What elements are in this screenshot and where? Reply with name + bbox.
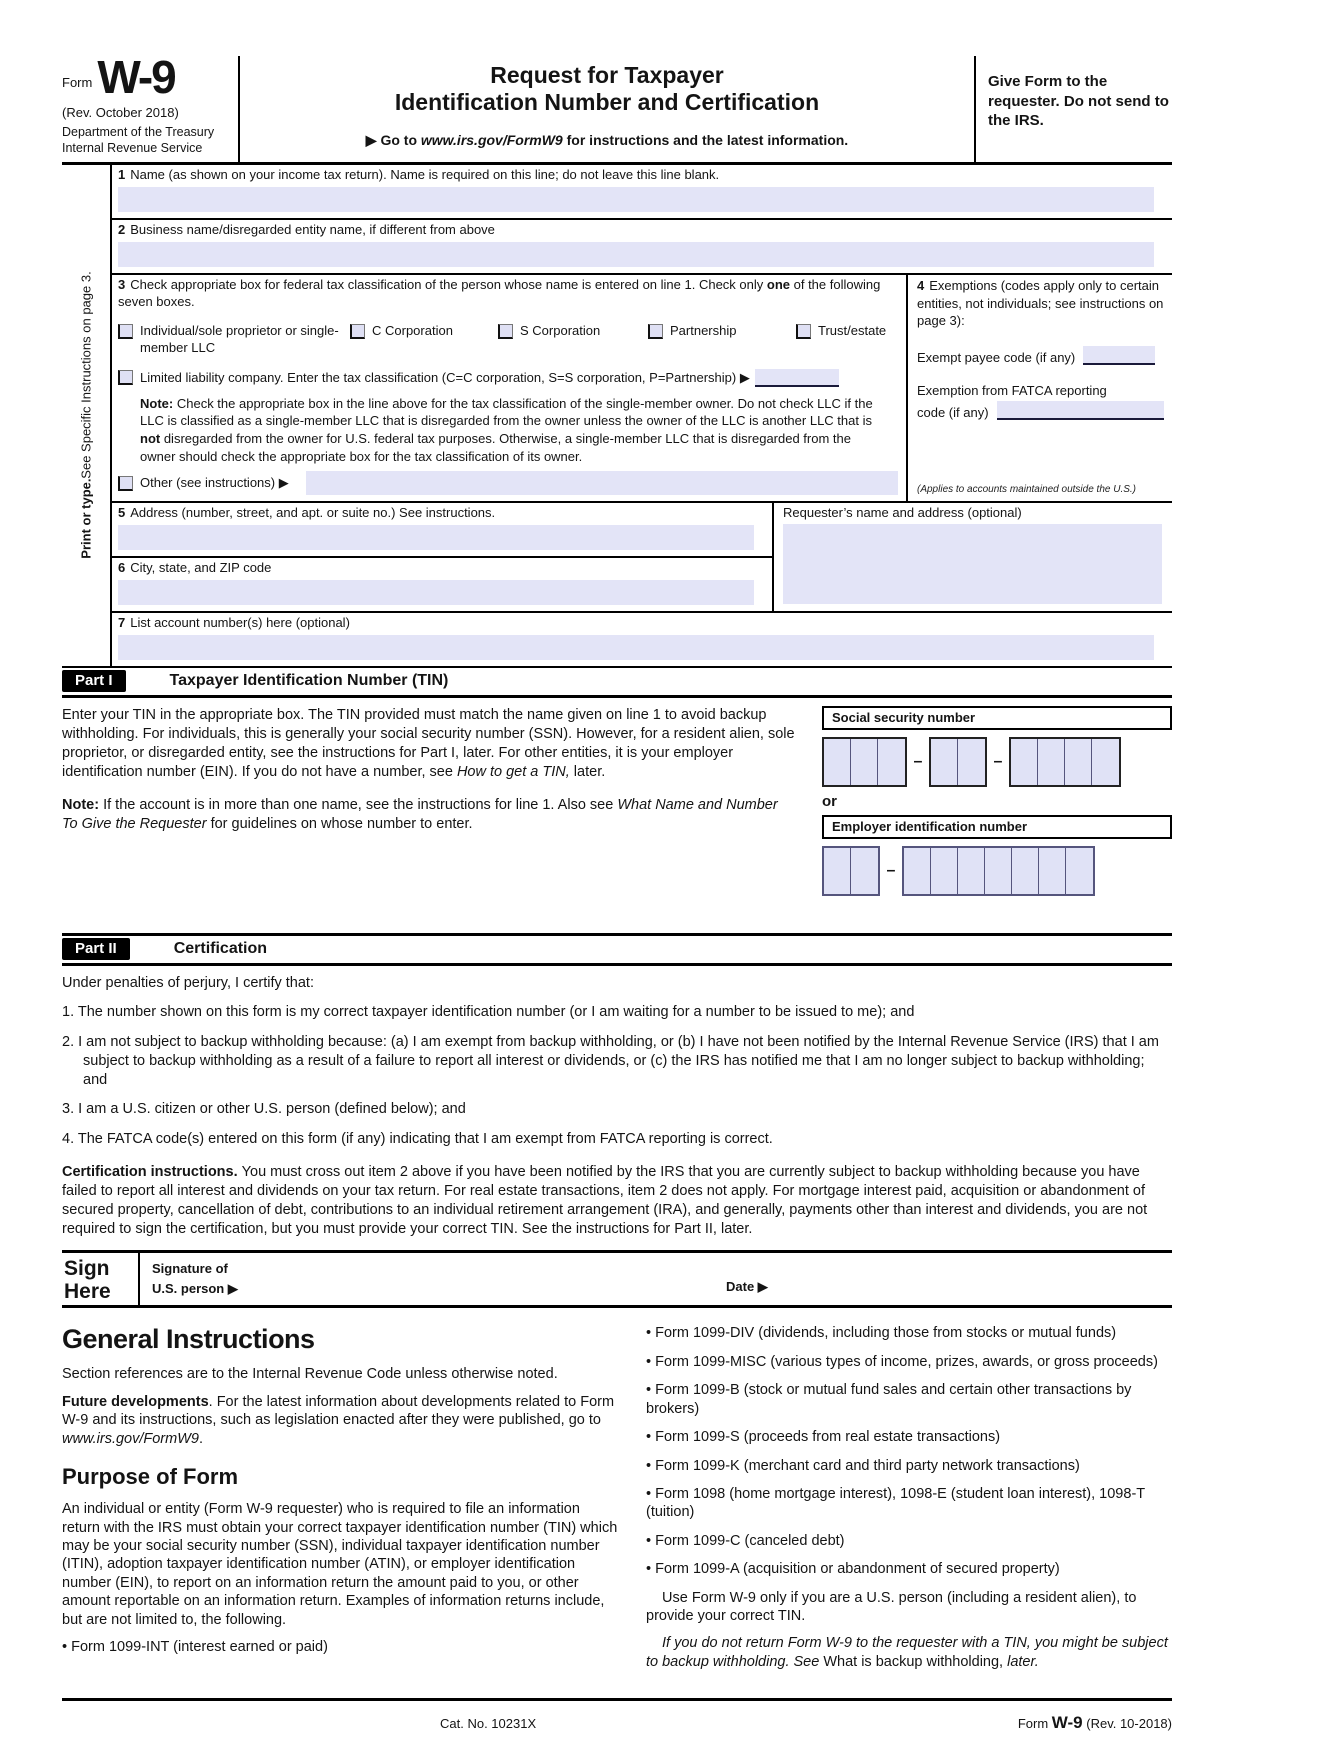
llc-checkbox[interactable] [118, 370, 133, 385]
part1-paragraph: Enter your TIN in the appropriate box. The TIN provided must match the name given on line 1 to avoid backup withholding. For individuals, this is generally your social security number (SSN). However, for a resident alien, sole proprietor, or disregarded entity, see the instructions for Part I, later. For other entities, it is your employer identification number (EIN). If you do not have a number, see How to get a TIN, later. [62, 707, 795, 781]
tin-digit-cell[interactable] [985, 848, 1012, 894]
name-input[interactable] [118, 187, 1154, 212]
form-title-line2: Identification Number and Certification [394, 89, 820, 116]
fatca-code-input[interactable] [997, 401, 1164, 420]
tin-digit-cell[interactable] [931, 739, 958, 785]
line2-label [118, 222, 1166, 239]
bullet-1099-s: • Form 1099-S (proceeds from real estate transactions) [646, 1429, 1001, 1446]
line6-city-row [112, 558, 772, 605]
bullet-1099-c: • Form 1099-C (canceled debt) [646, 1532, 845, 1549]
tin-digit-cell[interactable] [1065, 739, 1092, 785]
s-corporation-label: S Corporation [520, 322, 601, 338]
part2-body [62, 966, 1172, 1250]
part1-title: Taxpayer Identification Number (TIN) [169, 672, 449, 690]
purpose-of-form-heading: Purpose of Form [62, 1464, 239, 1490]
partnership-label: Partnership [670, 322, 737, 338]
tin-digit-cell[interactable] [1039, 848, 1066, 894]
form-number-block [62, 51, 240, 162]
option-c-corporation [350, 323, 498, 357]
certification-instructions: Certification instructions. You must cross out item 2 above if you have been notified by the IRS that you are currently subject to backup withholding because you have failed to report all interest and dividends on your tax return. For real estate transactions, item 2 does not apply. For mortgage interest paid, acquisition or abandonment of secured property, cancellation of debt, contributions to an individual retirement arrangement (IRA), and generally, payments other than interest and dividends, you are not required to sign the certification, but you must provide your correct TIN. See the instructions for Part II, later. [62, 1164, 1148, 1237]
form-title-line1: Request for Taxpayer [490, 62, 724, 88]
line6-label-text: City, state, and ZIP code [130, 560, 272, 576]
certification-item-2: 2. I am not subject to backup withholding because: (a) I am exempt from backup withholding, or (b) I have not been notified by the Internal Revenue Service (IRS) that I am subject to backup withholding as a result of a failure to report all interest or dividends, or (c) the IRS has notified me that I am no longer subject to backup withholding; and [62, 1033, 1159, 1088]
part1-header [62, 668, 1172, 698]
print-or-type-label: Print or type. [78, 479, 94, 560]
tax-classification-options [118, 323, 898, 357]
footer-form-id [1018, 1713, 1172, 1733]
tin-digit-cell[interactable] [851, 848, 878, 894]
line7-account-row [112, 613, 1172, 660]
footer-form-number: W-9 [1051, 1713, 1083, 1733]
bullet-1099-misc: • Form 1099-MISC (various types of income, prizes, awards, or gross proceeds) [646, 1353, 1158, 1370]
c-corporation-checkbox[interactable] [350, 324, 365, 339]
tin-digit-cell[interactable] [851, 739, 878, 785]
form-number: W-9 [97, 51, 175, 103]
form-rows [112, 165, 1172, 666]
part1-note: Note: If the account is in more than one name, see the instructions for line 1. Also see What Name and Number To Give the Requester for guidelines on whose number to enter. [62, 796, 778, 832]
requester-label: Requester’s name and address (optional) [783, 505, 1022, 521]
llc-classification-input[interactable] [755, 369, 839, 387]
certification-item-4: 4. The FATCA code(s) entered on this form (if any) indicating that I am exempt from FATCA reporting is correct. [62, 1131, 773, 1148]
sidebar-vertical-text [62, 165, 110, 666]
sign-here-line1: Sign [64, 1257, 110, 1281]
ssn-group-2 [929, 737, 987, 787]
tin-digit-cell[interactable] [878, 739, 905, 785]
line7-label [118, 615, 1166, 632]
date-input[interactable] [768, 1253, 1088, 1305]
line2-number: 2 [118, 222, 126, 238]
ein-group-2 [902, 846, 1095, 896]
ssn-dash-1: – [913, 753, 923, 771]
catalog-number: Cat. No. 10231X [440, 1716, 537, 1732]
llc-note: Note: Check the appropriate box in the line above for the tax classification of the single-member owner. Do not check LLC if the LLC is classified as a single-member LLC that is disregarded from the owner unless the owner of the LLC is another LLC that is not disregarded from the owner for U.S. federal tax purposes. Otherwise, a single-member LLC that is disregarded from the owner should check the appropriate box for the tax classification of its owner. [140, 395, 873, 464]
form-revision: (Rev. October 2018) [62, 105, 179, 121]
exempt-payee-row [917, 346, 1164, 365]
fatca-label-line1: Exemption from FATCA reporting [917, 382, 1107, 398]
line1-label [118, 167, 1166, 184]
tin-digit-cell[interactable] [1012, 848, 1039, 894]
line4-label [917, 277, 1164, 330]
bullet-1099-b: • Form 1099-B (stock or mutual fund sales and certain other transactions by brokers) [646, 1382, 1132, 1417]
tin-digit-cell[interactable] [824, 848, 851, 894]
tin-digit-cell[interactable] [824, 739, 851, 785]
line4-label-text: Exemptions (codes apply only to certain entities, not individuals; see instructions on page 3): [917, 278, 1164, 329]
form-word: Form [62, 75, 93, 91]
business-name-input[interactable] [118, 242, 1154, 267]
bullet-1098: • Form 1098 (home mortgage interest), 1098-E (student loan interest), 1098-T (tuition) [646, 1485, 1145, 1521]
exempt-payee-label: Exempt payee code (if any) [917, 349, 1076, 365]
line3-label-text: Check appropriate box for federal tax classification of the person whose name is entered on line 1. Check only one of the following seven boxes. [118, 277, 881, 310]
department-label: Department of the Treasury [62, 125, 215, 140]
ssn-boxes-row [822, 737, 1172, 787]
option-partnership [648, 323, 796, 357]
certification-item-3: 3. I am a U.S. citizen or other U.S. person (defined below); and [62, 1101, 466, 1118]
individual-checkbox[interactable] [118, 324, 133, 339]
city-state-zip-input[interactable] [118, 580, 754, 605]
ein-group-1 [822, 846, 880, 896]
ein-boxes-row [822, 846, 1172, 896]
ssn-group-1 [822, 737, 907, 787]
option-llc [118, 369, 898, 387]
use-form-w9-paragraph: Use Form W-9 only if you are a U.S. person (including a resident alien), to provide your correct TIN. [646, 1589, 1137, 1624]
account-numbers-input[interactable] [118, 635, 1154, 660]
footer-form-word: Form [1017, 1716, 1049, 1732]
signature-label-line2: U.S. person ▶ [152, 1281, 238, 1297]
line3-classification-cell [112, 275, 908, 501]
purpose-paragraph: An individual or entity (Form W-9 requester) who is required to file an information return with the IRS must obtain your correct taxpayer identification number (TIN) which may be your social security number (SSN), individual taxpayer identification number (ITIN), adoption taxpayer identification number (ATIN), or employer identification number (EIN), to report on an information return the amount paid to you, or other amount reportable on an information return. Examples of information returns include, but are not limited to, the following. [62, 1501, 618, 1628]
trust-estate-label: Trust/estate [818, 322, 887, 338]
exempt-payee-input[interactable] [1083, 346, 1155, 365]
line1-name-row [112, 165, 1172, 220]
form-header [62, 51, 1172, 165]
form-title-block [240, 56, 974, 162]
signature-label [152, 1259, 238, 1299]
line2-business-name-row [112, 220, 1172, 275]
sign-here-label [62, 1253, 140, 1305]
tin-digit-cell[interactable] [958, 848, 985, 894]
form-title [252, 62, 962, 116]
tin-digit-cell[interactable] [958, 739, 985, 785]
part2-header [62, 936, 1172, 966]
print-or-type-sidebar [62, 165, 112, 666]
or-label: or [822, 793, 837, 811]
requester-input[interactable] [783, 524, 1162, 604]
line6-number: 6 [118, 560, 126, 576]
llc-label [140, 369, 839, 387]
fatca-label-line2: code (if any) [917, 404, 989, 420]
line5-number: 5 [118, 505, 126, 521]
tin-digit-cell[interactable] [1011, 739, 1038, 785]
applies-outside-us-note: (Applies to accounts maintained outside the U.S.) [917, 484, 1137, 496]
tin-digit-cell[interactable] [904, 848, 931, 894]
tin-digit-cell[interactable] [1066, 848, 1093, 894]
option-s-corporation [498, 323, 648, 357]
fatca-row [917, 401, 1164, 420]
address-input[interactable] [118, 525, 754, 550]
ssn-dash-2: – [993, 753, 1003, 771]
sign-here-line2: Here [64, 1279, 111, 1303]
line5-label [118, 505, 766, 522]
part1-tag: Part I [62, 670, 126, 692]
tin-digit-cell[interactable] [1038, 739, 1065, 785]
form-number-row [62, 51, 232, 103]
footer-revision: (Rev. 10-2018) [1086, 1716, 1172, 1732]
instructions-right-column [646, 1324, 1172, 1680]
option-individual [118, 323, 350, 357]
bullet-1099-k: • Form 1099-K (merchant card and third party network transactions) [646, 1457, 1080, 1474]
general-instructions-section [62, 1324, 1172, 1680]
see-instructions-label: See Specific Instructions on page 3. [78, 271, 94, 480]
general-instructions-heading: General Instructions [62, 1324, 315, 1355]
line6-label [118, 560, 766, 577]
line7-label-text: List account number(s) here (optional) [130, 615, 350, 631]
ein-label: Employer identification number [822, 815, 1172, 839]
line1-number: 1 [118, 167, 126, 183]
option-other [118, 471, 898, 495]
c-corporation-label: C Corporation [372, 322, 453, 338]
address-city-cells [112, 503, 774, 611]
future-developments-paragraph: Future developments. For the latest information about developments related to Form W-9 and its instructions, such as legislation enacted after they were published, go to www.irs.gov/FormW9. [62, 1393, 615, 1447]
line3-line4-row [112, 275, 1172, 503]
llc-label-text: Limited liability company. Enter the tax classification (C=C corporation, S=S corporation, P=Partnership) ▶ [140, 369, 750, 385]
section-references-paragraph: Section references are to the Internal Revenue Code unless otherwise noted. [62, 1366, 558, 1383]
part1-body [62, 698, 1172, 936]
line5-address-row [112, 503, 772, 558]
instructions-left-column [62, 1324, 618, 1680]
ssn-label: Social security number [822, 706, 1172, 730]
line5-line6-row [112, 503, 1172, 613]
backup-withholding-paragraph: If you do not return Form W-9 to the requester with a TIN, you might be subject to backup withholding. See What is backup withholding, later. [646, 1635, 1168, 1670]
tin-column [822, 706, 1172, 923]
line5-label-text: Address (number, street, and apt. or suite no.) See instructions. [130, 505, 496, 521]
trust-estate-checkbox[interactable] [796, 324, 811, 339]
service-label: Internal Revenue Service [62, 140, 203, 155]
other-input[interactable] [306, 471, 898, 495]
part1-text-column [62, 706, 822, 923]
s-corporation-checkbox[interactable] [498, 324, 513, 339]
bullet-1099-div: • Form 1099-DIV (dividends, including those from stocks or mutual funds) [646, 1325, 1117, 1342]
line3-label [118, 277, 898, 311]
page-footer [62, 1698, 1172, 1733]
signature-cell [140, 1253, 726, 1305]
part2-title: Certification [173, 940, 268, 958]
line2-label-text: Business name/disregarded entity name, if different from above [130, 222, 495, 238]
date-label: Date ▶ [726, 1279, 768, 1295]
option-trust-estate [796, 323, 898, 357]
tin-digit-cell[interactable] [931, 848, 958, 894]
partnership-checkbox[interactable] [648, 324, 663, 339]
sign-here-row [62, 1250, 1172, 1308]
individual-label: Individual/sole proprietor or single-member LLC [140, 322, 339, 355]
line4-number: 4 [917, 278, 925, 294]
form-fields-section [62, 165, 1172, 668]
requester-cell [774, 503, 1172, 611]
line3-number: 3 [118, 277, 126, 293]
line1-label-text: Name (as shown on your income tax return). Name is required on this line; do not leave this line blank. [130, 167, 720, 183]
bullet-1099-int: • Form 1099-INT (interest earned or paid) [62, 1638, 328, 1655]
give-form-note: Give Form to the requester. Do not send to the IRS. [974, 56, 1172, 162]
signature-label-line1: Signature of [152, 1261, 228, 1277]
other-label: Other (see instructions) ▶ [140, 475, 289, 491]
part2-tag: Part II [62, 938, 130, 960]
certification-item-1: 1. The number shown on this form is my correct taxpayer identification number (or I am waiting for a number to be issued to me); and [62, 1004, 915, 1021]
certification-intro: Under penalties of perjury, I certify that: [62, 975, 314, 992]
goto-instructions-line: ▶ Go to www.irs.gov/FormW9 for instructions and the latest information. [365, 132, 849, 149]
other-checkbox[interactable] [118, 476, 133, 491]
bullet-1099-a: • Form 1099-A (acquisition or abandonment of secured property) [646, 1561, 1060, 1578]
line4-exemptions-cell [908, 275, 1172, 501]
line7-number: 7 [118, 615, 126, 631]
ein-dash: – [886, 862, 896, 880]
tin-digit-cell[interactable] [1092, 739, 1119, 785]
signature-input[interactable] [238, 1253, 726, 1305]
ssn-group-3 [1009, 737, 1121, 787]
